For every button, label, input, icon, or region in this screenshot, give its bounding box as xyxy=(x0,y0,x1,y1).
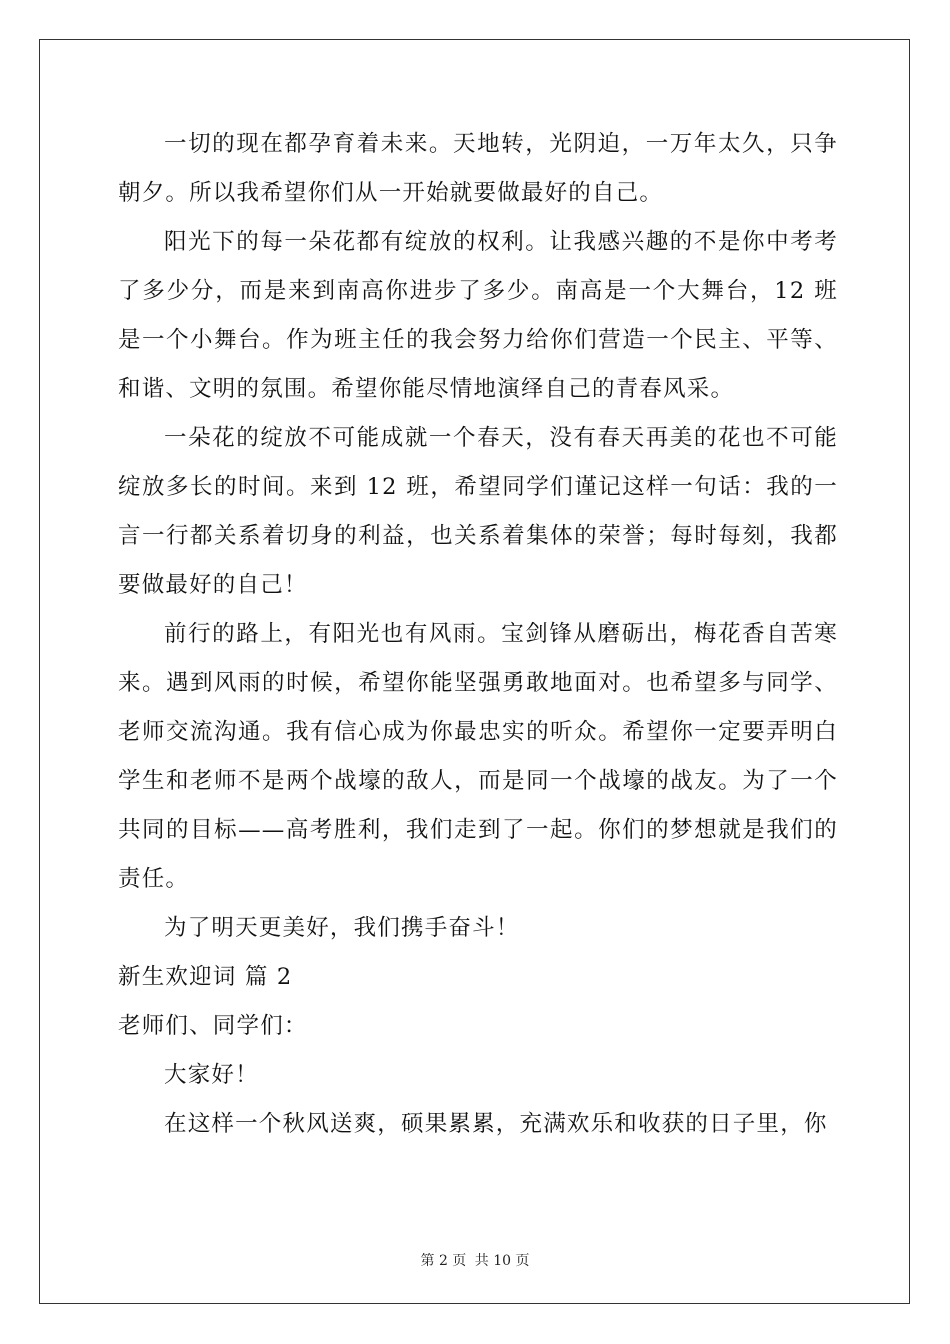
paragraph-5: 为了明天更美好，我们携手奋斗！ xyxy=(164,915,520,941)
paragraph-4: 前行的路上，有阳光也有风雨。宝剑锋从磨砺出，梅花香自苦寒来。遇到风雨的时候，希望你能坚强勇敢地面对。也希望多与同学、老师交流沟通。我有信心成为你最忠实的听众。希望你一定要弄明白学生和老师不是两个战壕的敌人，而是同一个战壕的战友。为了一个共同的目标——高考胜利，我们走到了一起。你们的梦想就是我们的责任。 xyxy=(118,621,838,892)
page-number: 第 2 页 xyxy=(420,1253,467,1269)
paragraph-3: 一朵花的绽放不可能成就一个春天，没有春天再美的花也不可能绽放多长的时间。来到 12 班，希望同学们谨记这样一句话：我的一言一行都关系着切身的利益，也关系着集体的荣誉；每时每刻，我都要做最好的自己！ xyxy=(118,425,838,598)
paragraph-2: 阳光下的每一朵花都有绽放的权利。让我感兴趣的不是你中考考了多少分，而是来到南高你进步了多少。南高是一个大舞台，12 班是一个小舞台。作为班主任的我会努力给你们营造一个民主、平等、和谐、文明的氛围。希望你能尽情地演绎自己的青春风采。 xyxy=(118,229,838,402)
section-title: 新生欢迎词 篇 2 xyxy=(118,964,293,990)
page-footer xyxy=(0,1250,950,1270)
page-total: 共 10 页 xyxy=(474,1253,530,1269)
paragraph-1: 一切的现在都孕育着未来。天地转，光阴迫，一万年太久，只争朝夕。所以我希望你们从一开始就要做最好的自己。 xyxy=(118,131,838,206)
paragraph-6: 在这样一个秋风送爽，硕果累累，充满欢乐和收获的日子里，你 xyxy=(164,1111,828,1137)
greeting: 大家好！ xyxy=(164,1062,259,1088)
salutation: 老师们、同学们： xyxy=(118,1013,308,1039)
document-body xyxy=(118,120,838,1149)
